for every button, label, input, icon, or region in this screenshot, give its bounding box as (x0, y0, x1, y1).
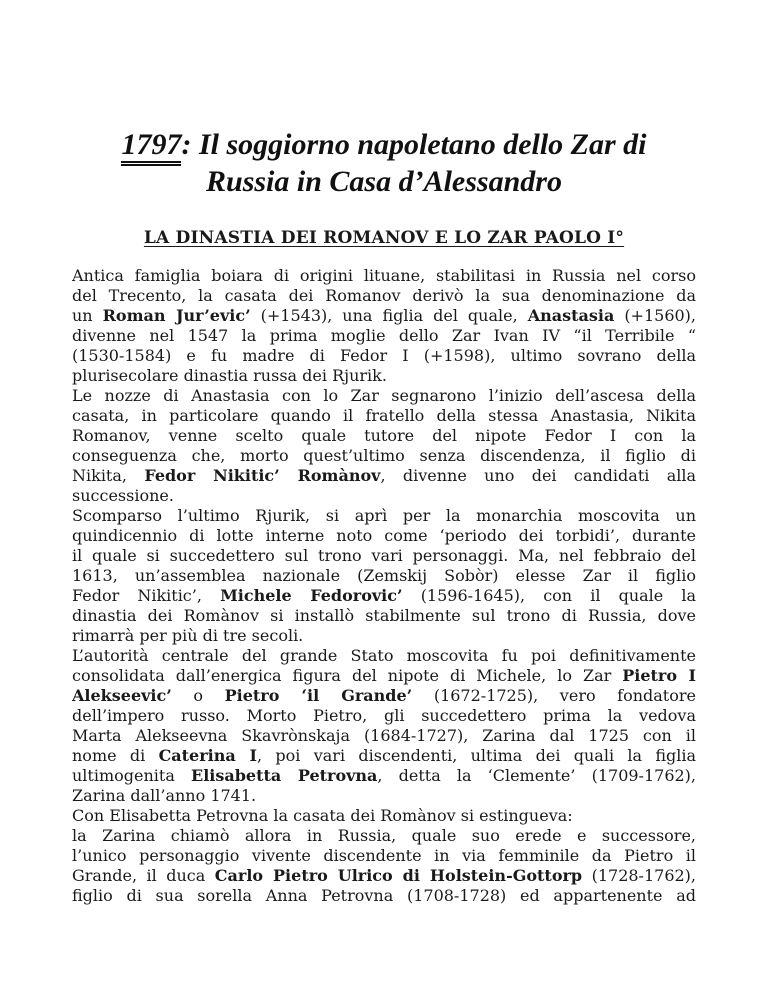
text-line: divenne nel 1547 la prima moglie dello Zar Ivan IV “il Terribile “ (72, 326, 696, 345)
text-line: la Zarina chiamò allora in Russia, quale suo erede e successore, (72, 826, 696, 845)
text-line: dinastia dei Romànov si installò stabilmente sul trono di Russia, dove (72, 606, 696, 625)
title-line1-rest: : Il soggiorno napoletano dello Zar di (181, 128, 647, 161)
text-line: Con Elisabetta Petrovna la casata dei Romànov si estingueva: (72, 806, 573, 825)
text-line: nome di Caterina I, poi vari discendenti, ultima dei quali la figlia (72, 746, 696, 765)
document-body (72, 266, 696, 906)
text-line: un Roman Jur’evic’ (+1543), una figlia del quale, Anastasia (+1560), (72, 306, 696, 325)
text-line: Antica famiglia boiara di origini lituane, stabilitasi in Russia nel corso (72, 266, 696, 285)
text-line: Romanov, venne scelto quale tutore del nipote Fedor I con la (72, 426, 696, 445)
text-line: 1613, un’assemblea nazionale (Zemskij Sobòr) elesse Zar il figlio (72, 566, 696, 585)
text-line: dell’impero russo. Morto Pietro, gli succedettero prima la vedova (72, 706, 696, 725)
paragraph (72, 386, 696, 506)
text-line: plurisecolare dinastia russa dei Rjurik. (72, 366, 387, 385)
text-line: Fedor Nikitic’, Michele Fedorovic’ (1596-1645), con il quale la (72, 586, 696, 605)
paragraph (72, 806, 696, 826)
text-line: casata, in particolare quando il fratello della stessa Anastasia, Nikita (72, 406, 696, 425)
text-line: l’unico personaggio vivente discendente in via femminile da Pietro il (72, 846, 696, 865)
text-line: il quale si succedettero sul trono vari personaggi. Ma, nel febbraio del (72, 546, 696, 565)
text-line: Zarina dall’anno 1741. (72, 786, 257, 805)
text-line: L’autorità centrale del grande Stato moscovita fu poi definitivamente (72, 646, 696, 665)
text-line: Alekseevic’ o Pietro ‘il Grande’ (1672-1725), vero fondatore (72, 686, 696, 705)
text-line: ultimogenita Elisabetta Petrovna, detta la ‘Clemente’ (1709-1762), (72, 766, 696, 785)
title-year: 1797 (121, 128, 181, 166)
text-line: figlio di sua sorella Anna Petrovna (1708-1728) ed appartenente ad (72, 886, 696, 905)
text-line: Marta Alekseevna Skavrònskaja (1684-1727), Zarina dal 1725 con il (72, 726, 696, 745)
text-line: Grande, il duca Carlo Pietro Ulrico di Holstein-Gottorp (1728-1762), (72, 866, 696, 885)
paragraph (72, 266, 696, 386)
text-line: consolidata dall’energica figura del nipote di Michele, lo Zar Pietro I (72, 666, 696, 685)
paragraph (72, 646, 696, 806)
text-line: Nikita, Fedor Nikitic’ Romànov, divenne uno dei candidati alla (72, 466, 696, 485)
text-line: Le nozze di Anastasia con lo Zar segnarono l’inizio dell’ascesa della (72, 386, 696, 405)
text-line: (1530-1584) e fu madre di Fedor I (+1598), ultimo sovrano della (72, 346, 696, 365)
title-line2: Russia in Casa d’Alessandro (206, 165, 562, 198)
paragraph (72, 506, 696, 646)
text-line: quindicennio di lotte interne noto come ‘periodo dei torbidi’, durante (72, 526, 696, 545)
text-line: successione. (72, 486, 174, 505)
document-title (72, 126, 696, 200)
text-line: del Trecento, la casata dei Romanov derivò la sua denominazione da (72, 286, 696, 305)
text-line: conseguenza che, morto quest’ultimo senza discendenza, il figlio di (72, 446, 696, 465)
text-line: rimarrà per più di tre secoli. (72, 626, 304, 645)
section-heading: LA DINASTIA DEI ROMANOV E LO ZAR PAOLO I° (143, 228, 625, 248)
text-line: Scomparso l’ultimo Rjurik, si aprì per la monarchia moscovita un (72, 506, 696, 525)
paragraph (72, 826, 696, 906)
